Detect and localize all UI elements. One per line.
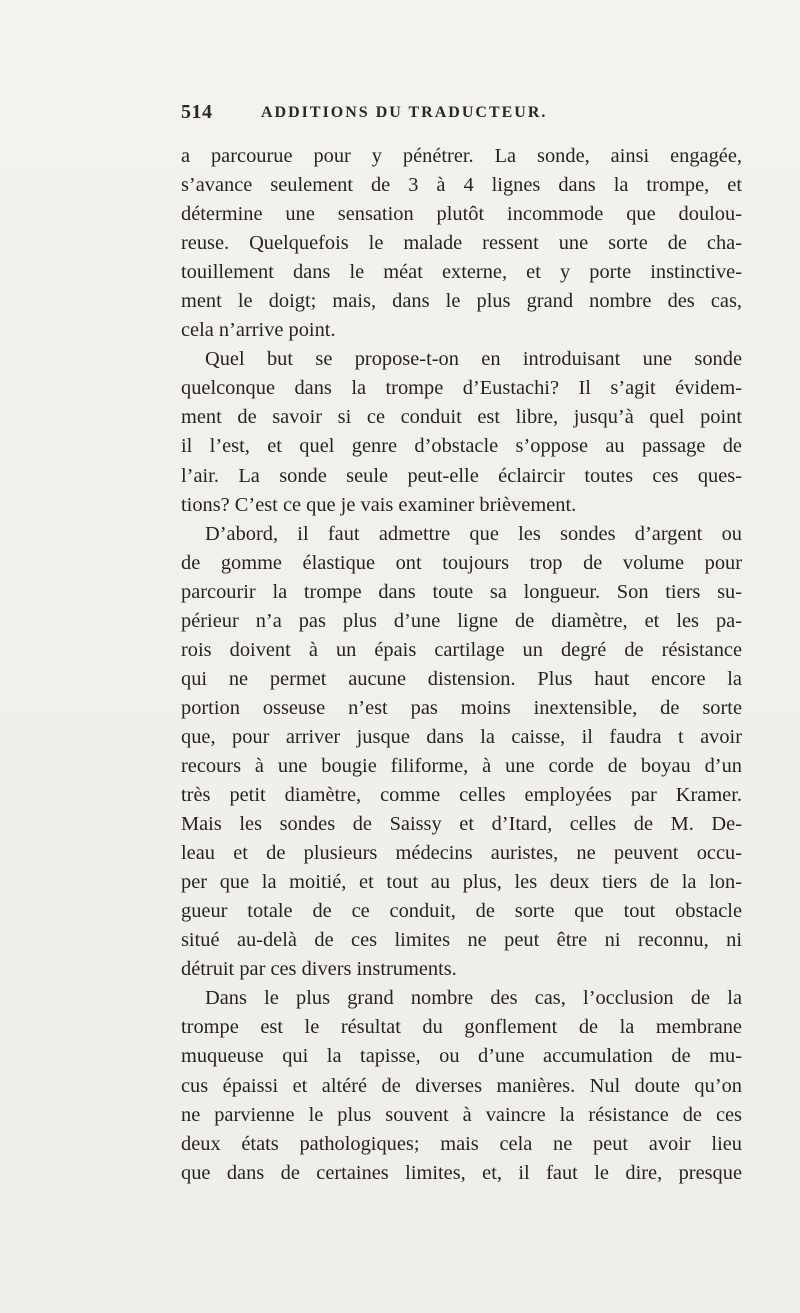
- text-line: très petit diamètre, comme celles employées par Kramer.: [181, 784, 742, 807]
- page-number: 514: [181, 101, 213, 123]
- text-line: s’avance seulement de 3 à 4 lignes dans la trompe, et: [181, 174, 742, 197]
- text-line: détermine une sensation plutôt incommode que doulou-: [181, 203, 742, 226]
- paragraph: [181, 345, 742, 519]
- text-line: périeur n’a pas plus d’une ligne de diamètre, et les pa-: [181, 609, 742, 632]
- text-line: ment le doigt; mais, dans le plus grand nombre des cas,: [181, 290, 742, 313]
- text-line: cus épaissi et altéré de diverses manières. Nul doute qu’on: [181, 1074, 742, 1097]
- paragraph: [181, 142, 742, 345]
- text-line: gueur totale de ce conduit, de sorte que tout obstacle: [181, 900, 742, 923]
- text-line: de gomme élastique ont toujours trop de volume pour: [181, 551, 742, 574]
- text-line: cela n’arrive point.: [181, 319, 336, 342]
- text-line: leau et de plusieurs médecins auristes, ne peuvent occu-: [181, 842, 742, 865]
- text-line: Dans le plus grand nombre des cas, l’occlusion de la: [205, 987, 742, 1010]
- body-text: [181, 142, 742, 1188]
- text-line: rois doivent à un épais cartilage un degré de résistance: [181, 638, 742, 661]
- paragraph: [181, 520, 742, 985]
- text-line: parcourir la trompe dans toute sa longueur. Son tiers su-: [181, 580, 742, 603]
- text-line: touillement dans le méat externe, et y porte instinctive-: [181, 261, 742, 284]
- text-line: ne parvienne le plus souvent à vaincre la résistance de ces: [181, 1103, 742, 1126]
- text-line: portion osseuse n’est pas moins inextensible, de sorte: [181, 696, 742, 719]
- text-line: muqueuse qui la tapisse, ou d’une accumulation de mu-: [181, 1045, 742, 1068]
- text-line: tions? C’est ce que je vais examiner brièvement.: [181, 493, 577, 516]
- page-header: [181, 101, 741, 131]
- text-line: quelconque dans la trompe d’Eustachi? Il s’agit évidem-: [181, 377, 742, 400]
- text-line: ment de savoir si ce conduit est libre, jusqu’à quel point: [181, 406, 742, 429]
- text-line: que, pour arriver jusque dans la caisse, il faudra t avoir: [181, 725, 742, 748]
- text-line: qui ne permet aucune distension. Plus haut encore la: [181, 667, 742, 690]
- text-line: situé au-delà de ces limites ne peut être ni reconnu, ni: [181, 929, 742, 952]
- text-line: Quel but se propose-t-on en introduisant une sonde: [205, 348, 742, 371]
- text-line: reuse. Quelquefois le malade ressent une sorte de cha-: [181, 232, 742, 255]
- text-line: l’air. La sonde seule peut-elle éclaircir toutes ces ques-: [181, 464, 742, 487]
- text-line: trompe est le résultat du gonflement de la membrane: [181, 1016, 742, 1039]
- text-line: a parcourue pour y pénétrer. La sonde, ainsi engagée,: [181, 145, 742, 167]
- text-line: per que la moitié, et tout au plus, les deux tiers de la lon-: [181, 871, 742, 894]
- running-head: ADDITIONS DU TRADUCTEUR.: [261, 104, 548, 121]
- text-line: détruit par ces divers instruments.: [181, 958, 457, 981]
- text-line: deux états pathologiques; mais cela ne peut avoir lieu: [181, 1132, 742, 1155]
- text-line: recours à une bougie filiforme, à une corde de boyau d’un: [181, 754, 742, 777]
- paragraph: [181, 984, 742, 1187]
- text-line: Mais les sondes de Saissy et d’Itard, celles de M. De-: [181, 813, 742, 836]
- text-line: il l’est, et quel genre d’obstacle s’oppose au passage de: [181, 435, 742, 458]
- text-line: D’abord, il faut admettre que les sondes d’argent ou: [205, 522, 742, 545]
- text-line: que dans de certaines limites, et, il faut le dire, presque: [181, 1161, 742, 1184]
